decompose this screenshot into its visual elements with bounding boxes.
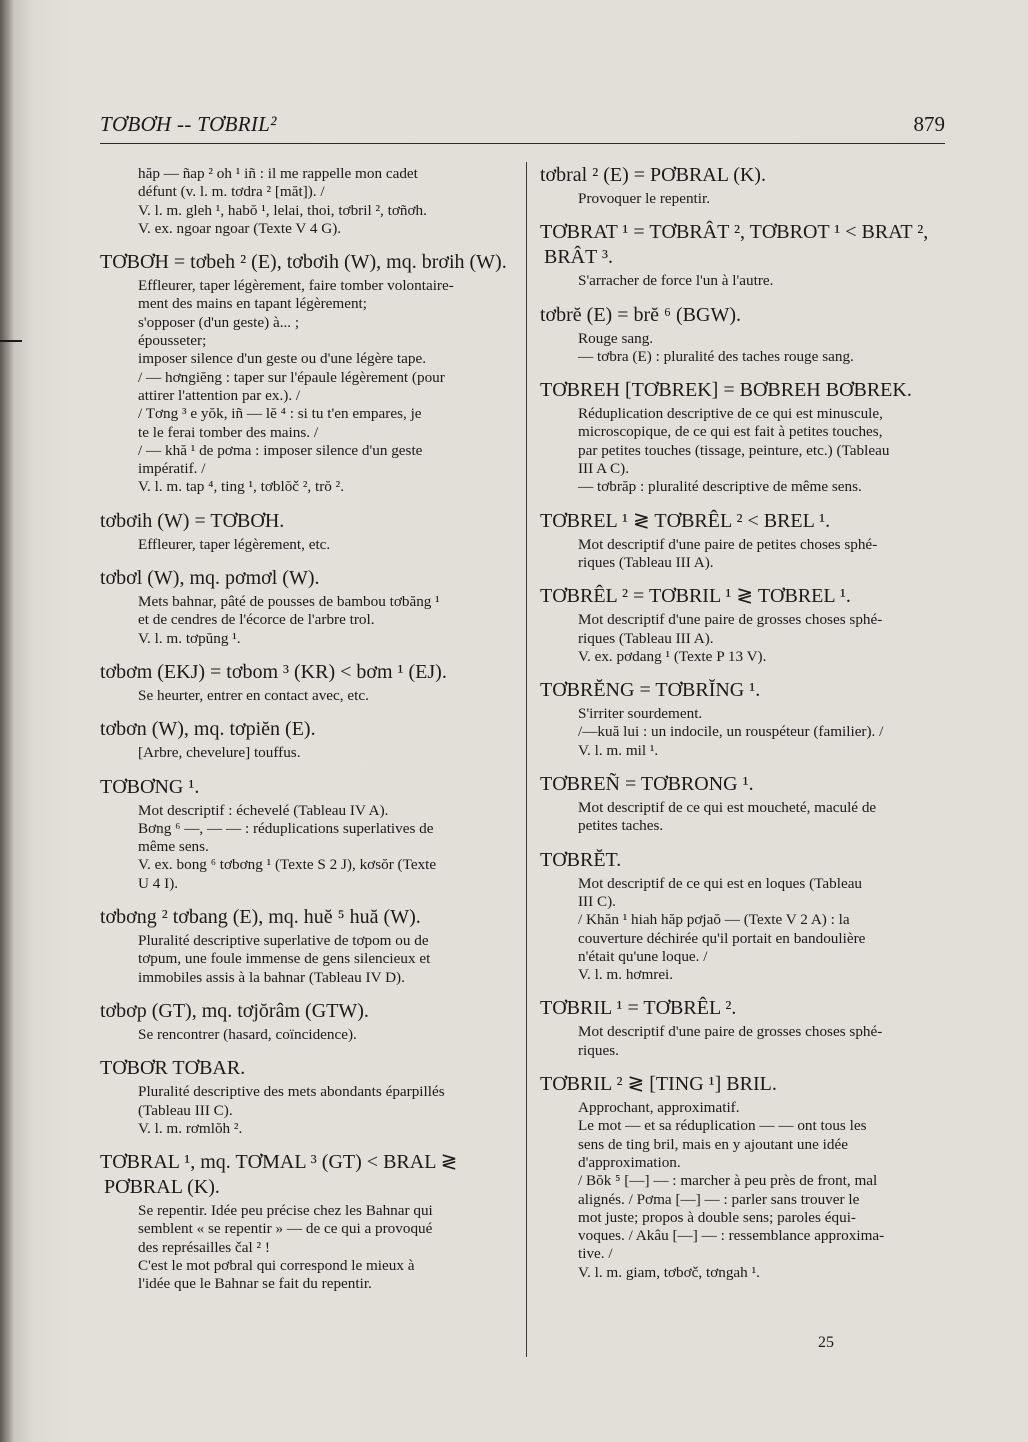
definition-line: V. l. m. hơmrei. <box>578 966 674 984</box>
entry-headword: tơbrĕ (E) = brĕ ⁶ (BGW). <box>540 303 741 326</box>
entry-headword: TƠBRAL ¹, mq. TƠMAL ³ (GT) < BRAL ≷ PƠBRAL (K). <box>100 1151 458 1199</box>
definition-line: C'est le mot pơbral qui correspond le mieux à <box>138 1256 415 1274</box>
definition-line: Provoquer le repentir. <box>578 190 711 207</box>
entry-definition <box>100 744 510 762</box>
dictionary-entry <box>100 775 510 893</box>
definition-line: immobiles assis à la bahnar (Tableau IV D). <box>138 968 405 986</box>
definition-line: Mot descriptif d'une paire de petites choses sphé- <box>578 535 878 553</box>
definition-line: mot juste; propos à double sens; paroles équi- <box>578 1208 856 1226</box>
entry-definition <box>100 1202 510 1293</box>
definition-line: microscopique, de ce qui est fait à petites touches, <box>578 423 883 441</box>
definition-line: Effleurer, taper légèrement, etc. <box>138 535 331 553</box>
entry-definition <box>540 330 945 367</box>
dictionary-entry <box>100 509 510 554</box>
definition-line: Se rencontrer (hasard, coïncidence). <box>138 1025 357 1043</box>
definition-line: V. l. m. mil ¹. <box>578 741 659 759</box>
definition-line: V. l. m. tơpŭng ¹. <box>138 629 241 647</box>
definition-line: Pluralité descriptive superlative de tơpom ou de <box>138 932 429 950</box>
definition-line: d'approximation. <box>578 1153 681 1171</box>
definition-line: tơpum, une foule immense de gens silencieux et <box>138 950 431 968</box>
definition-line: Mets bahnar, pâté de pousses de bambou tơbăng ¹ <box>138 593 440 611</box>
definition-line: Le mot — et sa réduplication — — ont tous les <box>578 1117 867 1135</box>
definition-line: V. ex. ngoar ngoar (Texte V 4 G). <box>138 219 342 237</box>
entry-headword: tơbơm (EKJ) = tơbom ³ (KR) < bơm ¹ (EJ). <box>100 660 447 683</box>
definition-line: (Tableau III C). <box>138 1101 233 1119</box>
signature-mark: 25 <box>818 1334 834 1351</box>
running-header <box>100 112 945 144</box>
entry-definition <box>540 536 945 573</box>
definition-line: Rouge sang. <box>578 329 654 347</box>
entry-headword: tơbơl (W), mq. pơmơl (W). <box>100 567 320 590</box>
entry-headword: TƠBREH [TƠBREK] = BƠBREH BƠBREK. <box>540 379 912 402</box>
definition-line: Mot descriptif de ce qui est moucheté, maculé de <box>578 799 877 817</box>
dictionary-entry <box>100 566 510 648</box>
dictionary-entry <box>540 584 945 666</box>
dictionary-entry <box>540 678 945 760</box>
left-column <box>100 163 510 1306</box>
entry-headword: tơbơp (GT), mq. tơjŏrâm (GTW). <box>100 999 369 1022</box>
definition-line: U 4 I). <box>138 874 179 892</box>
entry-headword: TƠBRÊL ² = TƠBRIL ¹ ≷ TƠBREL ¹. <box>540 585 851 608</box>
dictionary-entry <box>100 250 510 497</box>
right-column <box>540 163 945 1294</box>
definition-line: n'était qu'une loque. / <box>578 947 708 965</box>
entry-headword: TƠBREÑ = TƠBRONG ¹. <box>540 773 754 796</box>
entry-definition <box>540 190 945 208</box>
dictionary-entry <box>540 509 945 573</box>
entry-definition <box>540 272 945 290</box>
definition-line: — tơbrăp : pluralité descriptive de même sens. <box>578 478 862 496</box>
definition-line: Réduplication descriptive de ce qui est minuscule, <box>578 405 883 423</box>
definition-line: l'idée que le Bahnar se fait du repentir. <box>138 1275 372 1293</box>
entry-headword: TƠBƠH = tơbeh ² (E), tơbơih (W), mq. brơih (W). <box>100 251 507 274</box>
definition-line: ment des mains en tapant légèrement; <box>138 295 367 313</box>
definition-line: V. ex. bong ⁶ tơbơng ¹ (Texte S 2 J), kơsŏr (Texte <box>138 856 437 874</box>
dictionary-entry <box>100 999 510 1044</box>
entry-headword: TƠBREL ¹ ≷ TƠBRÊL ² < BREL ¹. <box>540 509 831 532</box>
dictionary-entry <box>540 996 945 1060</box>
definition-line: Se heurter, entrer en contact avec, etc. <box>138 686 369 704</box>
definition-line: hăp — ñap ² oh ¹ iñ : il me rappelle mon cadet <box>138 165 418 182</box>
entry-definition <box>100 1083 510 1138</box>
definition-line: même sens. <box>138 838 209 856</box>
dictionary-entry <box>100 1150 510 1293</box>
definition-line: sens de ting bril, mais en y ajoutant une idée <box>578 1135 848 1153</box>
definition-line: V. l. m. gleh ¹, habŏ ¹, lelai, thoi, tơbril ², tơñơh. <box>138 201 427 219</box>
entry-definition <box>540 1023 945 1060</box>
dictionary-entry <box>540 220 945 290</box>
dictionary-entry <box>540 378 945 496</box>
dictionary-entry <box>540 303 945 367</box>
definition-line: / — khă ¹ de pơma : imposer silence d'un geste <box>138 441 423 459</box>
definition-line: et de cendres de l'écorce de l'arbre trol. <box>138 611 375 629</box>
entry-headword: TƠBRIL ¹ = TƠBRÊL ². <box>540 997 737 1020</box>
dictionary-entry <box>100 1056 510 1138</box>
definition-line: V. l. m. rơmlŏh ². <box>138 1119 243 1137</box>
definition-line: III C). <box>578 892 616 910</box>
entry-headword: tơbơih (W) = TƠBƠH. <box>100 509 285 532</box>
entry-definition <box>100 165 510 238</box>
definition-line: Pluralité descriptive des mets abondants éparpillés <box>138 1083 445 1101</box>
dictionary-entry <box>540 1072 945 1282</box>
dictionary-entry <box>100 660 510 705</box>
definition-line: voques. / Akâu [—] — : ressemblance approxima- <box>578 1227 885 1245</box>
definition-line: épousseter; <box>138 332 207 350</box>
definition-line: riques (Tableau III A). <box>578 553 714 571</box>
dictionary-entry <box>100 165 510 238</box>
definition-line: V. ex. pơdang ¹ (Texte P 13 V). <box>578 647 767 665</box>
definition-line: Effleurer, taper légèrement, faire tomber volontaire- <box>138 277 454 295</box>
definition-line: V. l. m. tap ⁴, ting ¹, tơblŏč ², trŏ ². <box>138 478 344 496</box>
definition-line: III A C). <box>578 460 630 478</box>
definition-line: semblent « se repentir » — de ce qui a provoqué <box>138 1220 433 1238</box>
entry-definition <box>100 1026 510 1044</box>
entry-definition <box>540 799 945 836</box>
definition-line: / Tơng ³ e yŏk, iñ — lĕ ⁴ : si tu t'en empares, je <box>138 405 422 423</box>
dictionary-entry <box>540 848 945 985</box>
definition-line: — tơbra (E) : pluralité des taches rouge sang. <box>578 347 854 365</box>
entry-headword: TƠBƠNG ¹. <box>100 775 200 798</box>
dictionary-entry <box>100 717 510 762</box>
definition-line: Mot descriptif d'une paire de grosses choses sphé- <box>578 611 883 629</box>
definition-line: défunt (v. l. m. tơdra ² [măt]). / <box>138 183 325 201</box>
entry-definition <box>100 593 510 648</box>
column-divider <box>526 162 527 1357</box>
definition-line: s'opposer (d'un geste) à... ; <box>138 313 300 331</box>
entry-definition <box>540 611 945 666</box>
entry-definition <box>100 802 510 893</box>
page-number: 879 <box>913 112 945 136</box>
definition-line: par petites touches (tissage, peinture, etc.) (Tableau <box>578 441 890 459</box>
entry-definition <box>540 875 945 985</box>
entry-headword: TƠBRĔT. <box>540 848 622 871</box>
definition-line: alignés. / Pơma [—] — : parler sans trouver le <box>578 1190 860 1208</box>
entry-headword: tơbơng ² tơbang (E), mq. huĕ ⁵ huă (W). <box>100 906 421 929</box>
entry-headword: tơbơn (W), mq. tơpiĕn (E). <box>100 718 316 741</box>
entry-headword: TƠBƠR TƠBAR. <box>100 1057 246 1080</box>
dictionary-entry <box>100 905 510 987</box>
entry-definition <box>100 536 510 554</box>
entry-headword: TƠBRAT ¹ = TƠBRÂT ², TƠBROT ¹ < BRAT ², BRÂT ³. <box>540 221 929 269</box>
definition-line: / — hơngiĕng : taper sur l'épaule légèrement (pour <box>138 368 445 386</box>
definition-line: petites taches. <box>578 817 664 835</box>
definition-line: tive. / <box>578 1245 613 1263</box>
definition-line: riques. <box>578 1041 619 1059</box>
margin-mark <box>0 340 22 342</box>
entry-definition <box>100 687 510 705</box>
entry-definition <box>540 705 945 760</box>
definition-line: [Arbre, chevelure] touffus. <box>138 744 301 762</box>
definition-line: S'irriter sourdement. <box>578 705 703 723</box>
definition-line: imposer silence d'un geste ou d'une légère tape. <box>138 350 427 368</box>
header-guide-words: TƠBƠH -- TƠBRIL² <box>100 112 277 136</box>
definition-line: te le ferai tomber des mains. / <box>138 423 319 441</box>
definition-line: Approchant, approximatif. <box>578 1099 740 1117</box>
dictionary-entry <box>540 772 945 836</box>
book-spine <box>0 0 14 1442</box>
definition-line: attirer l'attention par ex.). / <box>138 386 301 404</box>
definition-line: Mot descriptif : échevelé (Tableau IV A). <box>138 801 389 819</box>
entry-definition <box>540 405 945 496</box>
definition-line: V. l. m. giam, tơbơč, tơngah ¹. <box>578 1263 760 1281</box>
entry-definition <box>100 932 510 987</box>
definition-line: impératif. / <box>138 460 206 478</box>
definition-line: des représailles čal ² ! <box>138 1238 270 1256</box>
entry-definition <box>540 1099 945 1282</box>
entry-headword: TƠBRIL ² ≷ [TING ¹] BRIL. <box>540 1073 777 1096</box>
header-rule <box>100 143 945 144</box>
definition-line: Se repentir. Idée peu précise chez les Bahnar qui <box>138 1202 433 1220</box>
definition-line: Mot descriptif d'une paire de grosses choses sphé- <box>578 1023 883 1041</box>
dictionary-entry <box>540 163 945 208</box>
definition-line: couverture déchirée qu'il portait en bandoulière <box>578 929 866 947</box>
definition-line: Mot descriptif de ce qui est en loques (Tableau <box>578 874 863 892</box>
definition-line: Bơng ⁶ —, — — : réduplications superlatives de <box>138 819 434 837</box>
definition-line: / Khăn ¹ hiah hăp pơjaŏ — (Texte V 2 A) : la <box>578 911 850 929</box>
entry-headword: tơbral ² (E) = PƠBRAL (K). <box>540 164 766 186</box>
definition-line: /—kuă lui : un indocile, un rouspéteur (familier). / <box>578 723 884 741</box>
definition-line: / Bŏk ⁵ [—] — : marcher à peu près de front, mal <box>578 1172 878 1190</box>
definition-line: S'arracher de force l'un à l'autre. <box>578 272 774 290</box>
definition-line: riques (Tableau III A). <box>578 629 714 647</box>
entry-headword: TƠBRĔNG = TƠBRĬNG ¹. <box>540 679 761 702</box>
entry-definition <box>100 277 510 497</box>
